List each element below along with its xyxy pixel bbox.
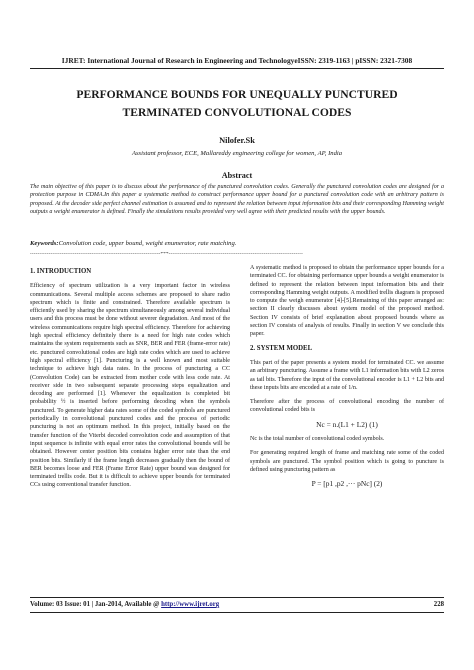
page-footer (30, 601, 444, 608)
footer-rule (30, 597, 444, 598)
intro-paragraph: Efficiency of spectrum utilization is a very important factor in wireless communications. Several multiple access schemes are proposed to share radio spectrum which is finite and constrained. Therefore available spectrum is efficiently used by sharing the spectrum simultaneously among several individual users and this process must be done without severer degradation. And most of the wireless communications require high spectral efficiency. Therefore for achieving high spectral efficiency definitely there is a need for high rate codes which maintains the system requirements such as SNR, BER and FER (frame-error rate) etc. punctured convolutional codes are high rate codes which are used to achieve high spectral efficiency [1]. Puncturing is a well known and most suitable technique to achieve high data rates. In the process of puncturing a CC (Convolution Code) can be extracted from mother code with less code rate. At receiver side in two subsequent separate processing steps equalization and decoding are performed [1]. Whenever the equalization is completed bit probability ½ is inserted before performing decoding when the symbols punctured. To generate higher data rates some of the coded symbols are punctured periodically in convolutional punctured codes and the process of periodic puncturing is not an optimum method. In this project, initially based on the transfer function of the Viterbi decoded convolution code and assumption of that input sequence is infinite with equal error rates the convolutional bounds will be obtained. However center position bits contains higher error rate than the end position bits. Similarly if the frame length decreases gradually then the bound of BER becomes loose and FER (Frame Error Rate) upper bound was designed for terminated trellis code. But it is difficult to achieve upper bounds for terminated CCs using conventional transfer function. (30, 283, 230, 489)
author-name: Nilofer.Sk (219, 136, 255, 145)
keywords-text: Convolution code, upper bound, weight enumerator, rate matching. (58, 240, 237, 247)
system-model-paragraph-2: Therefore after the process of convolutional encoding the number of convolutional coded bits is (250, 399, 444, 414)
journal-header: IJRET: International Journal of Research in Engineering and TechnologyeISSN: 2319-1163 | pISSN: 2321-7308 (61, 56, 413, 65)
equation-2: P = [p1 ,p2 ,··· pNc] (2) (311, 479, 383, 489)
keywords-label: Keywords: (30, 240, 59, 247)
page-number: 228 (433, 601, 444, 608)
section-system-model-heading: 2. SYSTEM MODEL (250, 344, 313, 352)
footer-volume (30, 601, 219, 608)
equation-1: Nc = n.(L1 + L2) (1) (316, 419, 378, 429)
system-model-paragraph-3: Nc is the total number of convolutional coded symbols. (250, 436, 385, 443)
author-affiliation: Assistant professor, ECE, Mallareddy engineering college for women, AP, India (131, 150, 343, 157)
footer-rule-bottom (30, 612, 444, 613)
system-model-paragraph-4: For generating required length of frame and matching rate some of the coded symbols are punctured. The symbol position which is going to puncture is defined using puncturing pattern as (250, 450, 444, 473)
system-model-paragraph-1: This part of the paper presents a system model for terminated CC. we assume an arbitrary puncturing. Assume a frame with L1 information bits with L2 zeros as tail bits. Therefore the input of the convolutional encoder is L1 + L2 bits and these inputs bits are encoded at a rate of 1/n. (250, 359, 444, 391)
journal-link[interactable]: http://www.ijret.org (161, 601, 220, 608)
footer-volume-text: Volume: 03 Issue: 01 | Jan-2014, Available @ (30, 601, 160, 608)
intro-paragraph-continued: A systematic method is proposed to obtain the performance upper bounds for a terminated CC. for obtaining performance upper bounds a weight enumerator is defined to represent the relation between input information bits and their corresponding Hamming weight outputs. A modified trellis diagram is proposed to compute the weigh enumerator [4]-[5].Remaining of this paper arranged as: section II clearly discusses about system model of the proposed method. Section IV consists of brief explanation about proposed bounds where as section IV consists of analysis of results. Finally in section V we conclude this paper. (250, 265, 444, 338)
header-rule (30, 68, 444, 69)
right-column (250, 264, 444, 495)
abstract-text: The main objective of this paper is to discuss about the performance of the punctured convolution codes. Generally the punctured convolution codes are designed for a protection purpose in CDMA.In this paper a systematic method to construct performance upper bound for a punctured convolution code with an arbitrary pattern is proposed. At the decoder side perfect channel estimation is assumed and to represent the relation between input information bits and their corresponding Hamming weight outputs a weight enumerator is defined. Finally the simulations results provided very well agree with their predicted results with the upper bounds. (30, 184, 444, 215)
keywords (30, 240, 444, 247)
separator-line: ----------------------------------------------------------------------***------------------------------------------------------------------------ (30, 252, 303, 257)
section-introduction-heading: 1. INTRODUCTION (30, 268, 92, 275)
paper-title: PERFORMANCE BOUNDS FOR UNEQUALLY PUNCTURED TERMINATED CONVOLUTIONAL CODES (76, 88, 398, 119)
abstract-heading: Abstract (221, 171, 253, 180)
left-column (30, 264, 230, 496)
